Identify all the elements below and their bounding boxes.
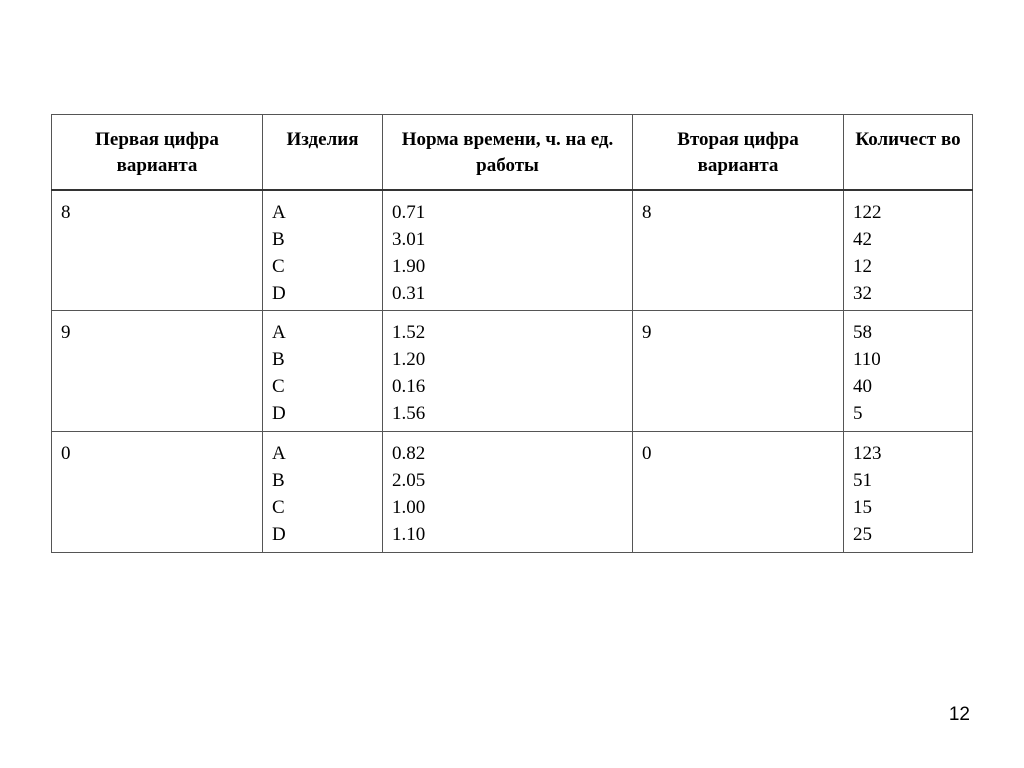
header-second-digit: Вторая цифра варианта — [633, 115, 844, 190]
products-cell: A B C D — [263, 311, 383, 432]
table-row — [52, 432, 973, 553]
second-digit-cell: 8 — [633, 190, 844, 311]
first-digit-cell: 0 — [52, 432, 263, 553]
header-products: Изделия — [263, 115, 383, 190]
second-digit-cell: 9 — [633, 311, 844, 432]
second-digit-cell: 0 — [633, 432, 844, 553]
quantities-cell: 58 110 40 5 — [844, 311, 973, 432]
header-time-norm: Норма времени, ч. на ед. работы — [383, 115, 633, 190]
quantities-cell: 123 51 15 25 — [844, 432, 973, 553]
first-digit-cell: 8 — [52, 190, 263, 311]
header-quantity: Количест во — [844, 115, 973, 190]
time-norms-cell: 0.82 2.05 1.00 1.10 — [383, 432, 633, 553]
products-cell: A B C D — [263, 190, 383, 311]
page-number: 12 — [948, 704, 970, 725]
quantities-cell: 122 42 12 32 — [844, 190, 973, 311]
table-row — [52, 311, 973, 432]
variant-table — [51, 114, 973, 553]
table-row — [52, 190, 973, 311]
header-first-digit: Первая цифра варианта — [52, 115, 263, 190]
time-norms-cell: 0.71 3.01 1.90 0.31 — [383, 190, 633, 311]
table-header-row — [52, 115, 973, 190]
products-cell: A B C D — [263, 432, 383, 553]
first-digit-cell: 9 — [52, 311, 263, 432]
time-norms-cell: 1.52 1.20 0.16 1.56 — [383, 311, 633, 432]
